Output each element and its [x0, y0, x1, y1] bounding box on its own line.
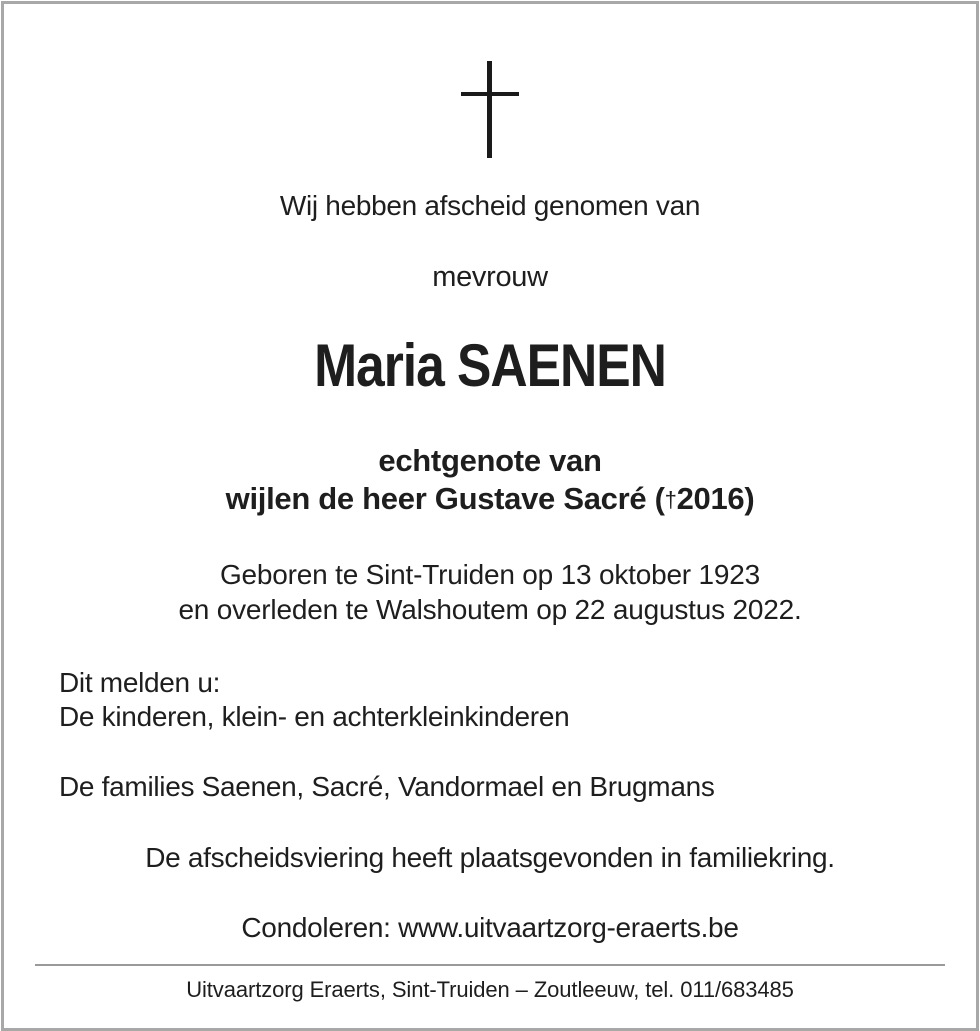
cross-icon [461, 61, 519, 159]
intro-text: Wij hebben afscheid genomen van [279, 190, 701, 221]
spouse-name-text: wijlen de heer Gustave Sacré ( [225, 481, 665, 516]
spouse-death-year: 2016) [676, 481, 755, 516]
death-details: en overleden te Walshoutem op 22 augustus 2022. [178, 594, 802, 625]
dagger-symbol: † [664, 487, 677, 512]
funeral-home-footer: Uitvaartzorg Eraerts, Sint-Truiden – Zoutleeuw, tel. 011/683485 [186, 977, 794, 1002]
birth-details: Geboren te Sint-Truiden op 13 oktober 1923 [219, 559, 761, 590]
notification-families: De families Saenen, Sacré, Vandormael en Brugmans [59, 771, 715, 802]
condolences-notice: Condoleren: www.uitvaartzorg-eraerts.be [241, 912, 739, 943]
notification-children: De kinderen, klein- en achterkleinkinderen [59, 701, 570, 732]
notification-intro: Dit melden u: [59, 667, 221, 698]
spouse-name [0, 481, 980, 517]
deceased-name: Maria SAENEN [314, 332, 666, 399]
footer-divider [35, 964, 945, 966]
honorific: mevrouw [432, 261, 548, 293]
spouse-intro: echtgenote van [378, 443, 602, 478]
service-notice: De afscheidsviering heeft plaatsgevonden in familiekring. [145, 842, 835, 873]
